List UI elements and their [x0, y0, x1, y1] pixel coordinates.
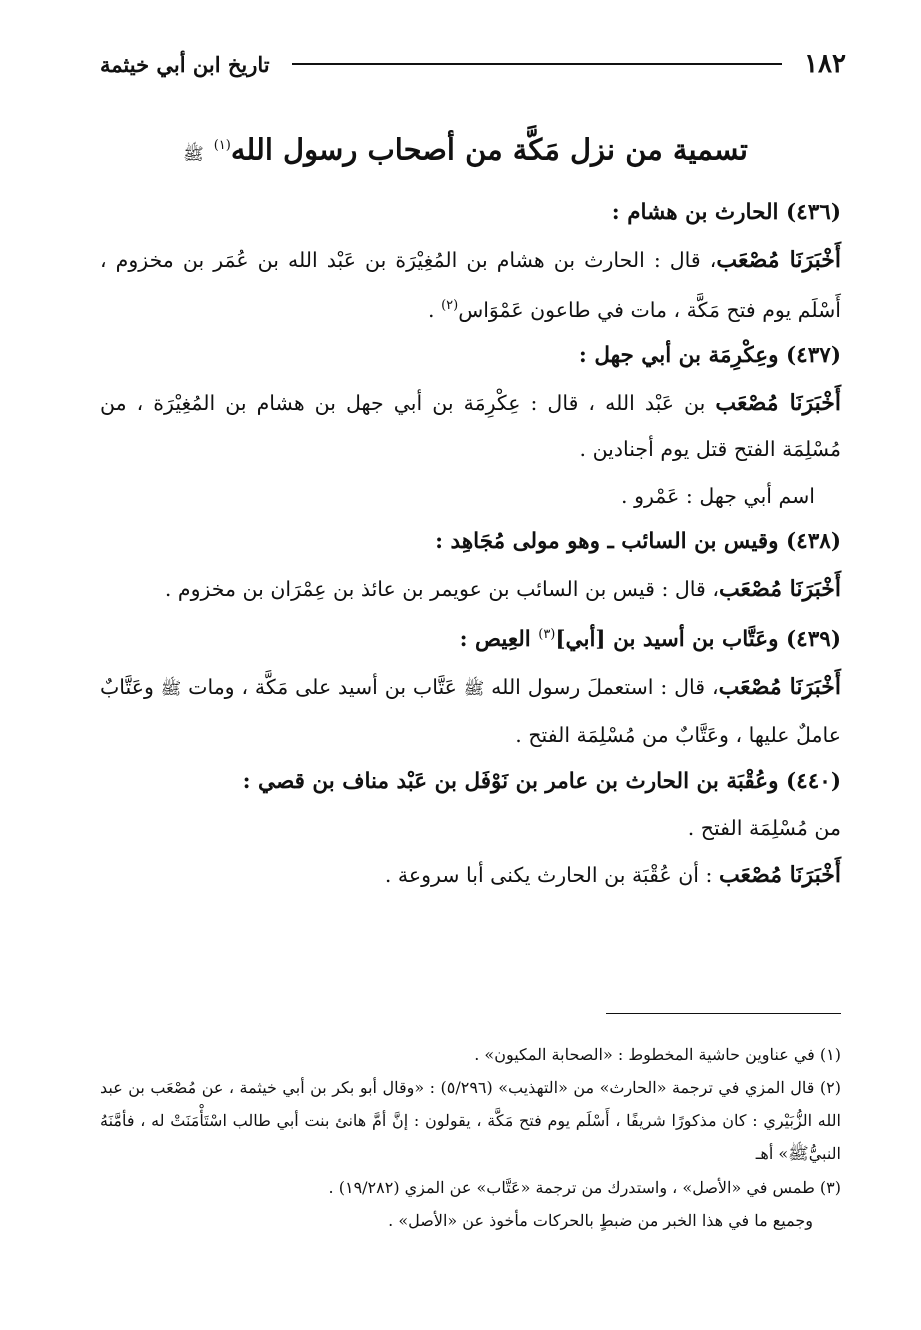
narrator: أَخْبَرَنَا مُصْعَب [718, 673, 841, 700]
salutation-glyph: ﷺ [788, 1144, 809, 1164]
entry-text: ، قال : قيس بن السائب بن عويمر بن عائذ بن عِمْرَان بن مخزوم . [164, 576, 719, 601]
footnote-separator [606, 1013, 841, 1014]
page-number: ١٨٢ [804, 49, 846, 79]
narrator: أَخْبَرَنَا مُصْعَب [718, 575, 841, 602]
entry-text: ، قال : الحارث بن هشام بن المُغِيْرَة بن عَبْد الله بن عُمَر بن مخزوم ، أَسْلَم يوم فتح مَكَّة ، مات في طاعون عَمْوَاس [100, 247, 841, 322]
narrator: أَخْبَرَنَا مُصْعَب [716, 246, 841, 273]
footnote-ref: (٢) [441, 298, 459, 313]
entry-heading-440: (٤٤٠) وعُقْبَة بن الحارث بن عامر بن نَوْفَل بن عَبْد مناف بن قصي : [242, 768, 841, 794]
entry-paragraph-437 [100, 380, 841, 473]
salutation-glyph: ﷺ [183, 144, 204, 165]
entry-note-440: من مُسْلِمَة الفتح . [687, 816, 841, 841]
footnote-ref: (٣) [538, 627, 556, 643]
entry-paragraph-439 [100, 664, 841, 759]
header-rule [292, 63, 782, 65]
entry-text: بن عَبْد الله ، قال : عِكْرِمَة بن أبي جهل بن هشام بن المُغِيْرَة ، من مُسْلِمَة الفتح قتل يوم أجنادين . [100, 390, 841, 462]
entry-text: : أن عُقْبَة بن الحارث يكنى أبا سروعة . [384, 862, 719, 887]
entry-heading-part: (٤٣٩) وعَتَّاب بن أسيد بن [أبي] [555, 627, 841, 653]
footnote-1: (١) في عناوين حاشية المخطوط : «الصحابة المكيون» . [474, 1045, 841, 1064]
entry-heading-438: (٤٣٨) وقيس بن السائب ـ وهو مولى مُجَاهِد : [435, 529, 841, 555]
running-header [100, 44, 846, 84]
entry-text: عَتَّاب بن أسيد على مَكَّة ، ومات [181, 674, 464, 699]
footnote-2 [100, 1071, 841, 1171]
footnote-3: (٣) طمس في «الأصل» ، واستدرك من ترجمة «عَتَّاب» عن المزي (١٩/٢٨٢) . [328, 1178, 841, 1197]
chapter-title-text: تسمية من نزل مَكَّة من أصحاب رسول الله [230, 132, 748, 167]
salutation-glyph: ﷺ [463, 678, 485, 699]
book-title: تاريخ ابن أبي خيثمة [100, 51, 270, 77]
chapter-title [95, 118, 836, 183]
entry-heading-part: العِيص : [459, 627, 539, 653]
entry-text: وعَتَّابٌ عاملٌ عليها ، وعَتَّابٌ من مُسْلِمَة الفتح . [100, 674, 841, 748]
entry-heading-436: (٤٣٦) الحارث بن هشام : [611, 200, 841, 225]
entry-paragraph-436 [100, 237, 841, 334]
footnote-3-continuation: وجميع ما في هذا الخبر من ضبطٍ بالحركات مأخوذ عن «الأصل» . [388, 1211, 813, 1230]
footnote-text-end: » أهـ [755, 1144, 789, 1163]
entry-paragraph-440 [100, 852, 841, 899]
entry-heading-437: (٤٣٧) وعِكْرِمَة بن أبي جهل : [578, 343, 841, 369]
entry-text-end: . [428, 297, 442, 322]
entry-heading-439 [100, 612, 841, 664]
entry-paragraph-438 [100, 566, 841, 613]
footnotes [100, 1038, 841, 1237]
footnote-text: (٢) قال المزي في ترجمة «الحارث» من «التهذيب» (٥/٢٩٦) : «وقال أبو بكر بن أبي خيثمة ، عن مُصْعَب بن عبد الله الزُّبَيْري : كان مذكورًا شريفًا ، أَسْلَم يوم فتح مَكَّة ، يقولون : إنَّ أمَّ هانئ بنت أبي طالب اسْتَأْمَنَتْ له ، فأمَّنَهُ النبيُّ [100, 1078, 842, 1163]
entry-text: ، قال : استعملَ رسول الله [484, 674, 719, 699]
chapter-footnote-ref: (١) [213, 138, 231, 153]
narrator: أَخْبَرَنَا مُصْعَب [715, 389, 842, 416]
entry-note-437: اسم أبي جهل : عَمْرو . [621, 483, 815, 508]
salutation-glyph: ﷺ [160, 678, 182, 699]
narrator: أَخْبَرَنَا مُصْعَب [718, 861, 841, 888]
body-text [100, 190, 841, 898]
